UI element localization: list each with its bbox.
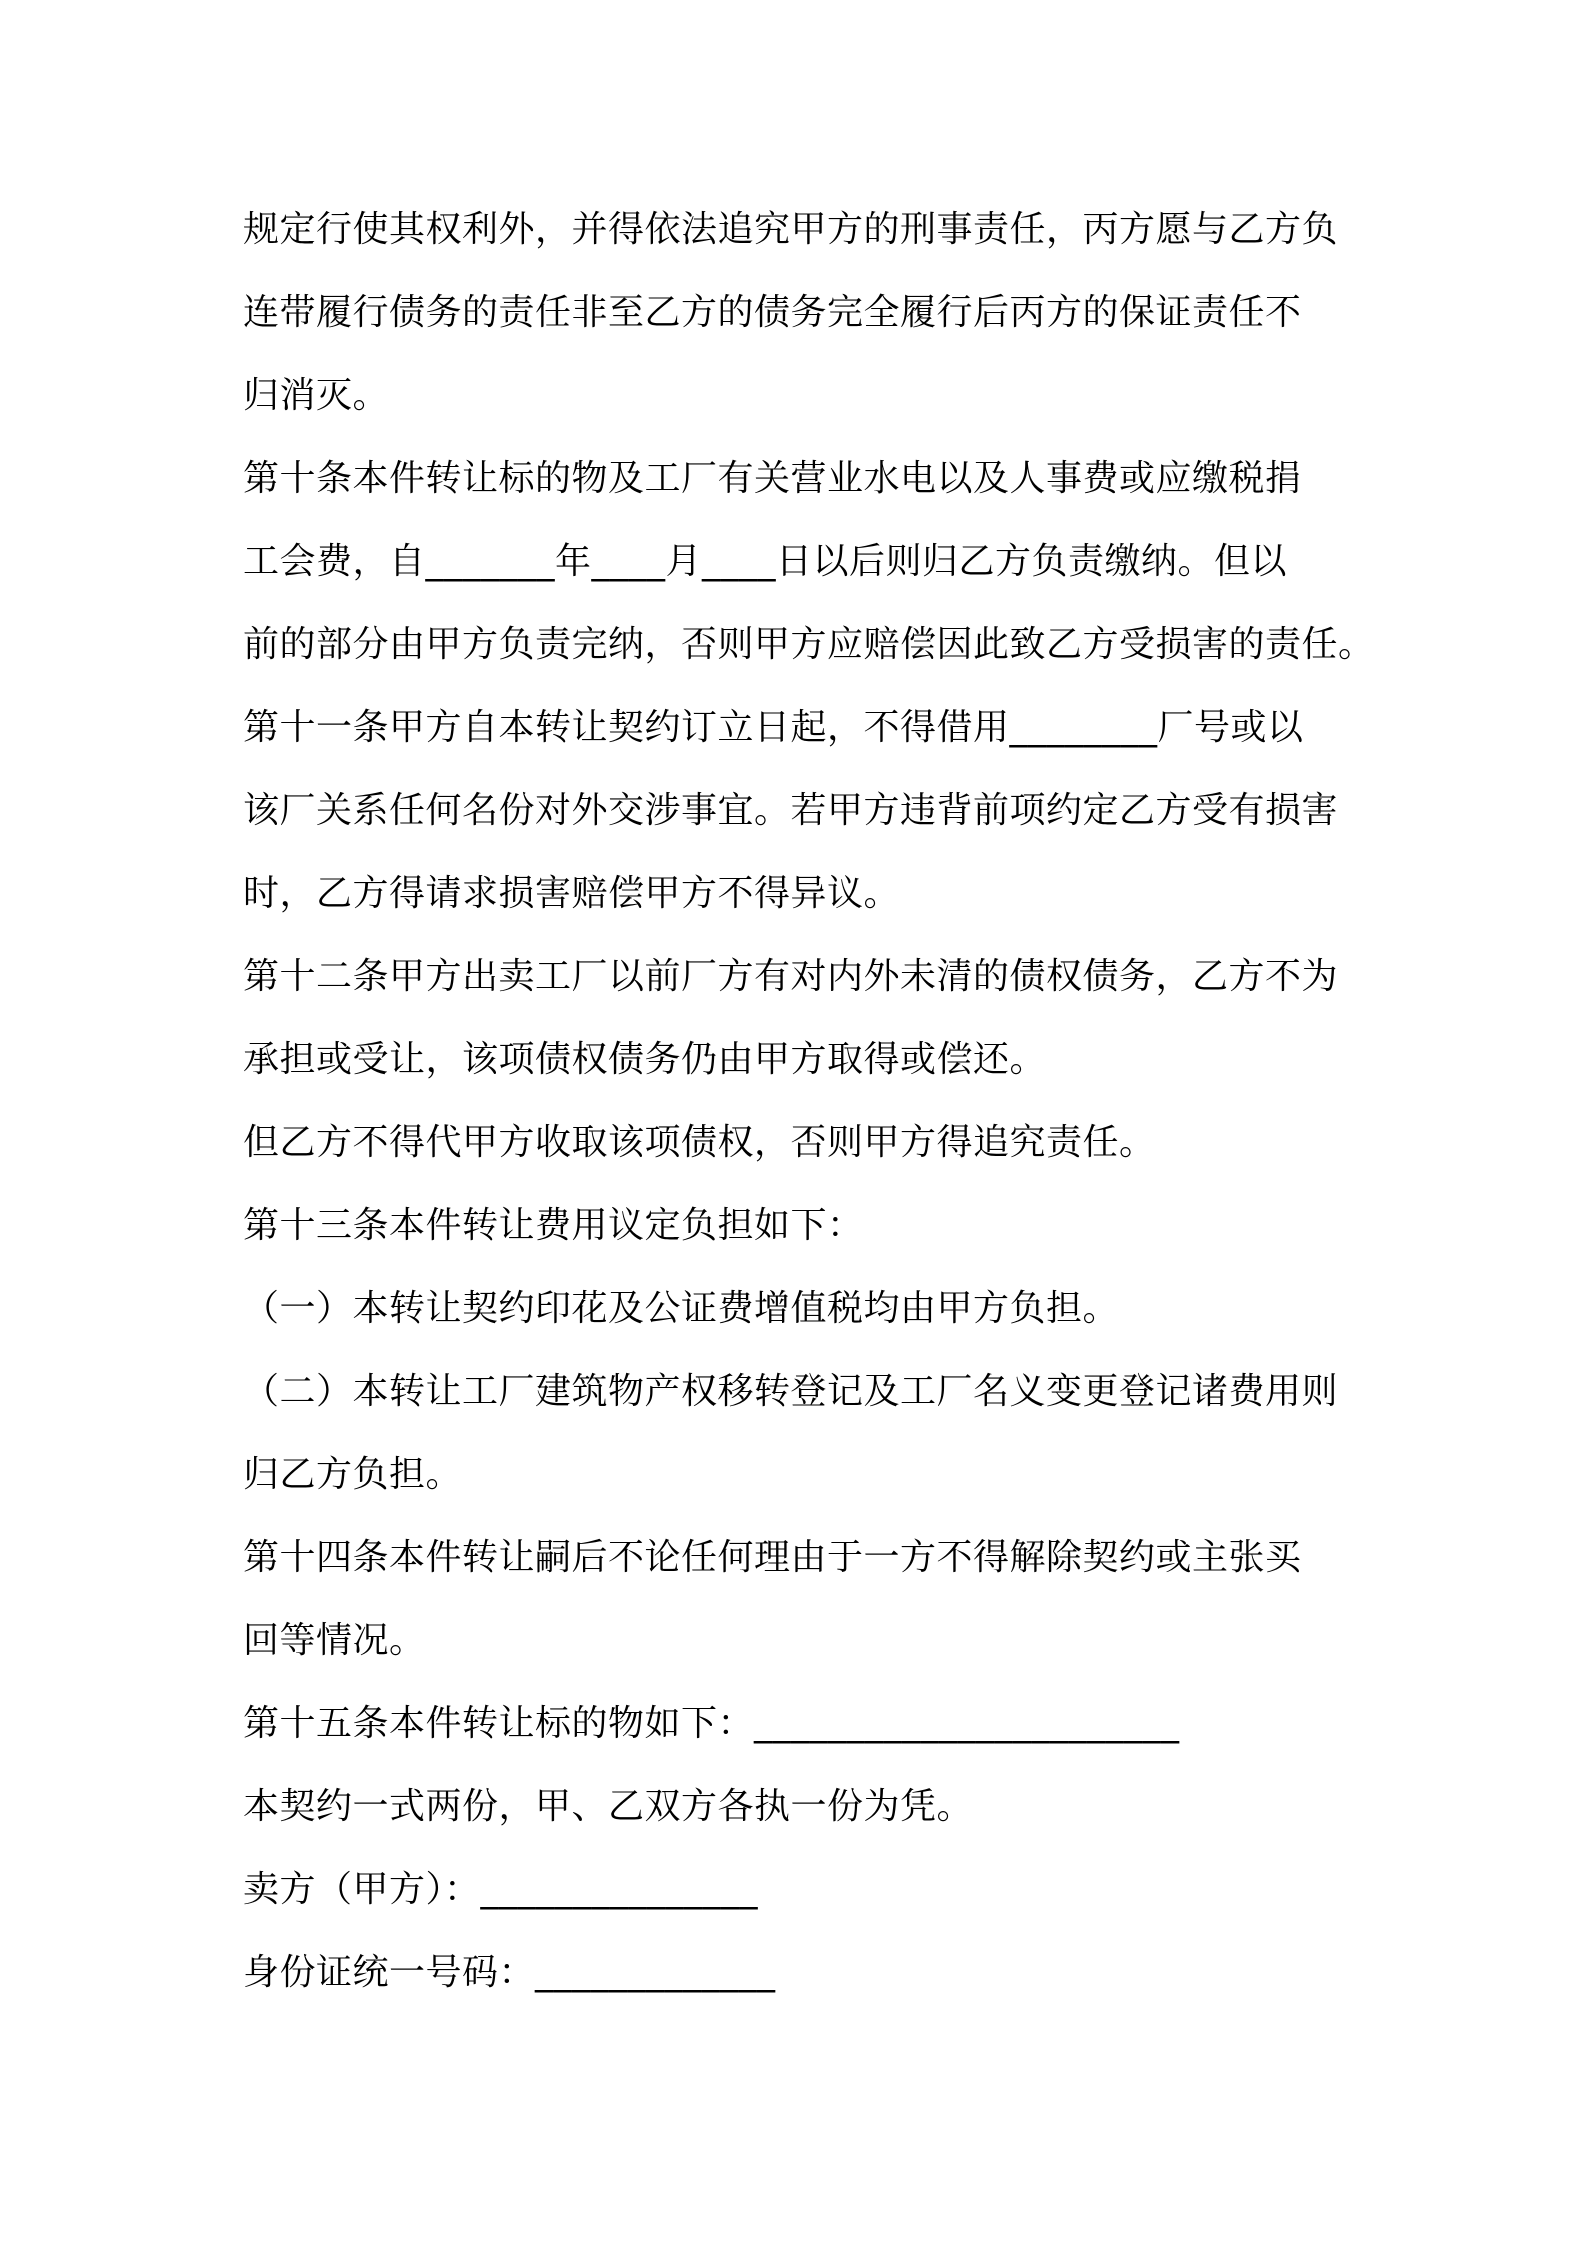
text-line-1: 规定行使其权利外，并得依法追究甲方的刑事责任，丙方愿与乙方负 [243,209,1339,250]
article-15-line: 第十五条本件转让标的物如下：_______________________ [243,1703,1180,1744]
seller-signature-line: 卖方（甲方）：_______________ [243,1869,759,1910]
article-11-line-3: 时，乙方得请求损害赔偿甲方不得异议。 [243,873,901,914]
copies-statement: 本契约一式两份，甲、乙双方各执一份为凭。 [243,1786,974,1827]
text-line-3: 归消灭。 [243,375,390,416]
article-12-line-3: 但乙方不得代甲方收取该项债权，否则甲方得追究责任。 [243,1122,1156,1163]
article-10-line-1: 第十条本件转让标的物及工厂有关营业水电以及人事费或应缴税捐 [243,458,1302,499]
text-line-2: 连带履行债务的责任非至乙方的债务完全履行后丙方的保证责任不 [243,292,1302,333]
article-14-line-2: 回等情况。 [243,1620,426,1661]
article-11-line-1: 第十一条甲方自本转让契约订立日起，不得借用________厂号或以 [243,707,1304,748]
article-13-item-2-line-2: 归乙方负担。 [243,1454,463,1495]
article-13-heading: 第十三条本件转让费用议定负担如下： [243,1205,864,1246]
article-12-line-2: 承担或受让，该项债权债务仍由甲方取得或偿还。 [243,1039,1047,1080]
article-10-line-2: 工会费，自_______年____月____日以后则归乙方负责缴纳。但以 [243,541,1288,582]
article-13-item-2-line-1: （二）本转让工厂建筑物产权移转登记及工厂名义变更登记诸费用则 [243,1371,1339,1412]
id-number-line: 身份证统一号码：_____________ [243,1952,776,1993]
article-12-line-1: 第十二条甲方出卖工厂以前厂方有对内外未清的债权债务，乙方不为 [243,956,1339,997]
article-13-item-1: （一）本转让契约印花及公证费增值税均由甲方负担。 [243,1288,1120,1329]
article-14-line-1: 第十四条本件转让嗣后不论任何理由于一方不得解除契约或主张买 [243,1537,1302,1578]
article-10-line-3: 前的部分由甲方负责完纳，否则甲方应赔偿因此致乙方受损害的责任。 [243,624,1375,665]
article-11-line-2: 该厂关系任何名份对外交涉事宜。若甲方违背前项约定乙方受有损害 [243,790,1339,831]
